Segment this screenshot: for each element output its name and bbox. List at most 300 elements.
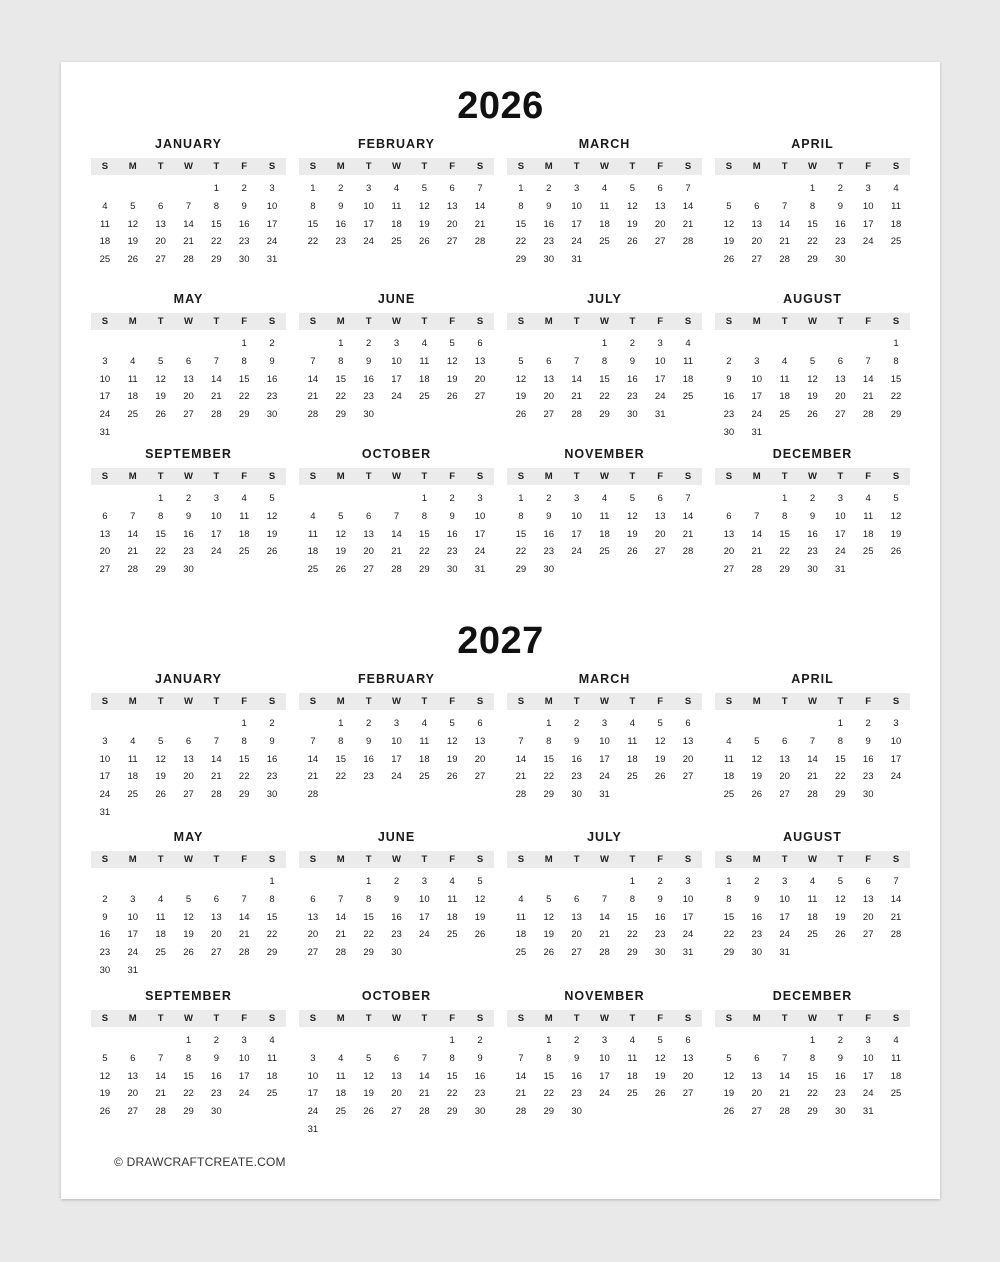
day-cell: 25 <box>627 771 638 783</box>
day-cell: 18 <box>419 373 430 385</box>
day-cell: 17 <box>266 218 278 230</box>
weekday-label: S <box>309 161 317 172</box>
day-cell: 8 <box>546 735 552 747</box>
weekday-label: T <box>365 161 372 172</box>
day-cell: 19 <box>515 391 527 403</box>
day-cell: 30 <box>391 947 402 959</box>
weekday-label: T <box>573 316 580 327</box>
day-cell: 4 <box>601 183 608 194</box>
day-cell: 1 <box>365 876 372 887</box>
day-cell: 18 <box>127 391 139 403</box>
day-cell: 7 <box>310 355 316 367</box>
weekday-label: T <box>573 696 580 707</box>
day-cell: 10 <box>862 1052 874 1064</box>
day-cell: 2 <box>269 718 275 729</box>
weekday-label: T <box>421 161 428 172</box>
weekday-label: M <box>544 161 553 172</box>
day-cell: 6 <box>837 355 843 367</box>
day-cell: 19 <box>127 236 139 248</box>
weekday-label: S <box>476 696 484 707</box>
day-cell: 21 <box>571 391 582 403</box>
day-cell: 26 <box>654 1088 666 1100</box>
day-cell: 6 <box>130 1052 136 1064</box>
day-cell: 9 <box>809 510 816 522</box>
day-cell: 8 <box>518 200 524 212</box>
day-cell: 24 <box>474 546 486 558</box>
day-cell: 17 <box>99 771 111 783</box>
day-cell: 9 <box>837 200 843 212</box>
weekday-label: M <box>752 1013 761 1024</box>
weekday-label: M <box>544 696 553 707</box>
day-cell: 7 <box>754 510 760 522</box>
day-cell: 19 <box>446 373 458 385</box>
day-cell: 28 <box>682 236 694 248</box>
weekday-label: S <box>517 696 525 707</box>
day-cell: 8 <box>809 200 816 212</box>
day-cell: 10 <box>779 893 790 905</box>
month-name: JUNE <box>377 830 416 844</box>
day-cell: 14 <box>515 753 527 765</box>
day-cell: 6 <box>185 735 192 747</box>
day-cell: 11 <box>391 200 402 212</box>
weekday-label: S <box>725 696 733 707</box>
day-cell: 4 <box>130 355 136 367</box>
day-cell: 26 <box>723 1106 735 1118</box>
day-cell: 30 <box>238 254 250 266</box>
day-cell: 30 <box>835 1106 846 1118</box>
day-cell: 4 <box>102 200 108 212</box>
weekday-label: W <box>392 471 401 482</box>
day-cell: 14 <box>682 200 694 212</box>
day-cell: 25 <box>335 1106 347 1118</box>
weekday-label: S <box>892 161 900 172</box>
day-cell: 31 <box>99 807 111 818</box>
day-cell: 3 <box>601 1035 608 1046</box>
weekday-header <box>715 693 910 710</box>
day-cell: 15 <box>515 218 527 230</box>
weekday-header <box>507 693 702 710</box>
weekday-label: F <box>449 161 456 172</box>
day-cell: 19 <box>543 929 555 941</box>
day-cell: 9 <box>754 893 760 905</box>
day-cell: 30 <box>183 564 194 576</box>
month-name: NOVEMBER <box>564 447 645 461</box>
day-cell: 22 <box>543 1088 555 1100</box>
day-cell: 25 <box>627 1088 638 1100</box>
day-cell: 28 <box>779 1106 790 1118</box>
day-cell: 29 <box>807 1106 818 1118</box>
weekday-header <box>507 468 702 485</box>
day-cell: 20 <box>571 929 582 941</box>
day-cell: 3 <box>102 735 108 747</box>
day-cell: 29 <box>155 564 166 576</box>
day-cell: 3 <box>365 183 372 194</box>
month-name: FEBRUARY <box>358 137 435 151</box>
day-cell: 16 <box>266 373 278 385</box>
day-cell: 10 <box>266 200 278 212</box>
weekday-label: S <box>268 316 276 327</box>
day-cell: 6 <box>657 493 663 504</box>
day-cell: 5 <box>809 355 816 367</box>
day-cell: 26 <box>807 409 818 421</box>
weekday-label: S <box>725 1013 733 1024</box>
day-cell: 7 <box>185 200 192 212</box>
day-cell: 30 <box>807 564 818 576</box>
weekday-label: F <box>241 161 248 172</box>
day-cell: 27 <box>835 409 846 421</box>
day-cell: 28 <box>155 1106 166 1118</box>
weekday-label: M <box>128 471 137 482</box>
weekday-label: F <box>865 316 872 327</box>
day-cell: 14 <box>515 1070 527 1082</box>
day-cell: 3 <box>893 718 899 729</box>
day-cell: 15 <box>155 528 166 540</box>
weekday-label: T <box>837 316 844 327</box>
day-cell: 25 <box>890 1088 902 1100</box>
day-cell: 11 <box>155 911 166 923</box>
weekday-label: F <box>449 471 456 482</box>
day-cell: 4 <box>809 876 816 887</box>
day-cell: 1 <box>629 876 635 887</box>
day-cell: 4 <box>310 510 316 522</box>
weekday-label: F <box>449 854 456 865</box>
day-cell: 2 <box>573 718 580 729</box>
day-cell: 13 <box>391 1070 402 1082</box>
weekday-label: S <box>476 316 484 327</box>
day-cell: 11 <box>683 355 693 367</box>
day-cell: 25 <box>391 236 402 248</box>
day-cell: 11 <box>267 1052 277 1064</box>
weekday-label: T <box>157 854 164 865</box>
day-cell: 30 <box>723 427 735 438</box>
day-cell: 28 <box>807 789 818 801</box>
day-cell: 10 <box>835 510 846 522</box>
day-cell: 18 <box>599 218 610 230</box>
day-cell: 4 <box>781 355 788 367</box>
day-cell: 30 <box>474 1106 486 1118</box>
day-cell: 6 <box>546 355 552 367</box>
day-cell: 8 <box>629 893 635 905</box>
day-cell: 19 <box>363 1088 374 1100</box>
day-cell: 3 <box>102 355 108 367</box>
day-cell: 12 <box>474 893 486 905</box>
day-cell: 19 <box>446 753 458 765</box>
day-cell: 14 <box>779 218 790 230</box>
day-cell: 10 <box>751 373 763 385</box>
day-cell: 1 <box>726 876 732 887</box>
day-cell: 4 <box>893 1035 899 1046</box>
copyright-footer: © DRAWCRAFTCREATE.COM <box>114 1155 286 1169</box>
day-cell: 1 <box>338 718 344 729</box>
day-cell: 26 <box>890 546 902 558</box>
weekday-label: S <box>476 1013 484 1024</box>
day-cell: 6 <box>754 1052 760 1064</box>
day-cell: 16 <box>211 1070 222 1082</box>
day-cell: 12 <box>155 373 166 385</box>
month-name: MARCH <box>578 672 631 686</box>
day-cell: 26 <box>543 947 555 959</box>
day-cell: 2 <box>546 493 552 504</box>
day-cell: 22 <box>807 1088 818 1100</box>
day-cell: 25 <box>446 929 458 941</box>
day-cell: 3 <box>213 493 219 504</box>
day-cell: 27 <box>723 564 735 576</box>
day-cell: 2 <box>185 493 192 504</box>
day-cell: 2 <box>269 338 275 349</box>
day-cell: 5 <box>449 718 455 729</box>
day-cell: 7 <box>781 1052 788 1064</box>
day-cell: 29 <box>543 789 555 801</box>
day-cell: 23 <box>363 391 374 403</box>
day-cell: 13 <box>571 911 582 923</box>
day-cell: 25 <box>779 409 790 421</box>
day-cell: 19 <box>751 771 763 783</box>
day-cell: 22 <box>238 771 250 783</box>
day-cell: 27 <box>155 254 166 266</box>
day-cell: 14 <box>127 528 139 540</box>
weekday-label: T <box>213 854 220 865</box>
day-cell: 24 <box>599 1088 610 1100</box>
day-cell: 14 <box>211 753 222 765</box>
day-cell: 5 <box>726 200 732 212</box>
weekday-label: M <box>128 161 137 172</box>
day-cell: 16 <box>238 218 250 230</box>
day-cell: 5 <box>157 355 164 367</box>
day-cell: 15 <box>627 911 638 923</box>
day-cell: 19 <box>654 1070 666 1082</box>
weekday-label: T <box>213 1013 220 1024</box>
day-cell: 9 <box>657 893 663 905</box>
day-cell: 22 <box>307 236 319 248</box>
day-cell: 10 <box>890 735 902 747</box>
day-cell: 3 <box>393 338 400 349</box>
day-cell: 17 <box>391 753 402 765</box>
day-cell: 29 <box>807 254 818 266</box>
day-cell: 31 <box>835 564 846 576</box>
day-cell: 19 <box>835 911 846 923</box>
day-cell: 23 <box>862 771 874 783</box>
day-cell: 25 <box>515 947 527 959</box>
day-cell: 9 <box>213 1052 219 1064</box>
day-cell: 24 <box>99 409 111 421</box>
weekday-label: T <box>421 316 428 327</box>
month-name: OCTOBER <box>361 989 432 1003</box>
day-cell: 15 <box>807 1070 818 1082</box>
day-cell: 22 <box>515 546 527 558</box>
day-cell: 19 <box>99 1088 111 1100</box>
day-cell: 22 <box>515 236 527 248</box>
day-cell: 18 <box>446 911 458 923</box>
day-cell: 22 <box>335 391 347 403</box>
weekday-label: S <box>892 316 900 327</box>
weekday-label: M <box>336 161 345 172</box>
day-cell: 5 <box>837 876 843 887</box>
day-cell: 9 <box>269 355 275 367</box>
day-cell: 30 <box>835 254 846 266</box>
weekday-label: T <box>573 1013 580 1024</box>
weekday-label: S <box>101 316 109 327</box>
day-cell: 26 <box>335 564 347 576</box>
day-cell: 2 <box>365 718 372 729</box>
day-cell: 15 <box>807 218 818 230</box>
day-cell: 13 <box>654 200 666 212</box>
day-cell: 20 <box>543 391 555 403</box>
day-cell: 20 <box>211 929 222 941</box>
day-cell: 9 <box>269 735 275 747</box>
day-cell: 1 <box>338 338 344 349</box>
month-name: JULY <box>587 292 622 306</box>
day-cell: 28 <box>599 947 610 959</box>
weekday-label: S <box>268 854 276 865</box>
day-cell: 4 <box>269 1035 275 1046</box>
weekday-header <box>299 468 494 485</box>
day-cell: 2 <box>365 338 372 349</box>
weekday-label: S <box>517 161 525 172</box>
weekday-header <box>507 158 702 175</box>
weekday-label: T <box>629 1013 636 1024</box>
weekday-label: T <box>365 471 372 482</box>
day-cell: 29 <box>835 789 846 801</box>
day-cell: 16 <box>835 218 846 230</box>
day-cell: 10 <box>391 735 402 747</box>
day-cell: 4 <box>338 1052 344 1064</box>
weekday-label: T <box>629 854 636 865</box>
day-cell: 2 <box>102 893 108 905</box>
day-cell: 20 <box>654 218 666 230</box>
day-cell: 10 <box>682 893 694 905</box>
weekday-header <box>299 158 494 175</box>
day-cell: 18 <box>307 546 319 558</box>
day-cell: 10 <box>99 753 111 765</box>
weekday-label: T <box>421 471 428 482</box>
weekday-label: W <box>392 316 401 327</box>
day-cell: 16 <box>391 911 402 923</box>
day-cell: 6 <box>213 893 219 905</box>
day-cell: 3 <box>754 355 760 367</box>
weekday-label: S <box>101 1013 109 1024</box>
month-name: NOVEMBER <box>564 989 645 1003</box>
day-cell: 18 <box>266 1070 278 1082</box>
day-cell: 23 <box>807 546 818 558</box>
weekday-label: W <box>184 316 193 327</box>
day-cell: 12 <box>419 200 430 212</box>
day-cell: 24 <box>363 236 374 248</box>
day-cell: 23 <box>543 236 555 248</box>
weekday-label: S <box>517 1013 525 1024</box>
day-cell: 15 <box>266 911 278 923</box>
day-cell: 26 <box>155 789 166 801</box>
day-cell: 21 <box>155 1088 166 1100</box>
day-cell: 21 <box>211 391 222 403</box>
weekday-label: T <box>365 696 372 707</box>
day-cell: 23 <box>335 236 347 248</box>
day-cell: 27 <box>682 771 694 783</box>
day-cell: 30 <box>266 789 278 801</box>
day-cell: 1 <box>546 718 552 729</box>
day-cell: 3 <box>130 893 136 905</box>
day-cell: 20 <box>779 771 790 783</box>
day-cell: 24 <box>751 409 763 421</box>
weekday-header <box>715 158 910 175</box>
day-cell: 19 <box>474 911 486 923</box>
weekday-label: T <box>213 316 220 327</box>
day-cell: 14 <box>890 893 902 905</box>
day-cell: 17 <box>391 373 402 385</box>
day-cell: 5 <box>893 493 899 504</box>
day-cell: 3 <box>685 876 691 887</box>
day-cell: 18 <box>807 911 818 923</box>
month-name: JANUARY <box>155 137 222 151</box>
weekday-label: S <box>309 696 317 707</box>
day-cell: 18 <box>890 218 902 230</box>
day-cell: 19 <box>627 218 638 230</box>
day-cell: 18 <box>890 1070 902 1082</box>
month-name: AUGUST <box>783 830 842 844</box>
weekday-label: T <box>157 696 164 707</box>
day-cell: 30 <box>446 564 458 576</box>
month-name: MARCH <box>578 137 631 151</box>
day-cell: 14 <box>599 911 610 923</box>
day-cell: 7 <box>130 510 136 522</box>
day-cell: 15 <box>543 1070 555 1082</box>
day-cell: 21 <box>599 929 610 941</box>
weekday-label: W <box>392 854 401 865</box>
weekday-label: S <box>101 471 109 482</box>
day-cell: 27 <box>211 947 222 959</box>
day-cell: 25 <box>599 236 610 248</box>
day-cell: 14 <box>307 373 319 385</box>
weekday-label: T <box>781 471 788 482</box>
day-cell: 13 <box>835 373 846 385</box>
weekday-label: F <box>241 696 248 707</box>
weekday-header <box>715 468 910 485</box>
day-cell: 20 <box>446 218 458 230</box>
day-cell: 28 <box>515 1106 527 1118</box>
day-cell: 8 <box>449 1052 455 1064</box>
weekday-header <box>507 1010 702 1027</box>
day-cell: 2 <box>477 1035 483 1046</box>
year-title: 2026 <box>457 85 544 127</box>
weekday-label: T <box>629 316 636 327</box>
day-cell: 1 <box>213 183 219 194</box>
day-cell: 10 <box>599 1052 610 1064</box>
day-cell: 1 <box>269 876 275 887</box>
day-cell: 22 <box>446 1088 458 1100</box>
day-cell: 6 <box>477 338 483 349</box>
weekday-label: W <box>600 471 609 482</box>
day-cell: 3 <box>781 876 788 887</box>
day-cell: 21 <box>682 218 694 230</box>
day-cell: 1 <box>241 718 247 729</box>
day-cell: 19 <box>266 528 278 540</box>
weekday-label: S <box>476 471 484 482</box>
day-cell: 12 <box>835 893 846 905</box>
weekday-label: T <box>837 471 844 482</box>
day-cell: 12 <box>363 1070 374 1082</box>
weekday-label: T <box>157 161 164 172</box>
day-cell: 11 <box>807 893 818 905</box>
day-cell: 3 <box>241 1035 247 1046</box>
day-cell: 15 <box>599 373 610 385</box>
day-cell: 26 <box>155 409 166 421</box>
day-cell: 12 <box>543 911 555 923</box>
day-cell: 3 <box>393 718 400 729</box>
day-cell: 3 <box>865 1035 871 1046</box>
day-cell: 28 <box>211 409 222 421</box>
weekday-header <box>91 313 286 330</box>
weekday-label: T <box>213 696 220 707</box>
day-cell: 17 <box>862 218 874 230</box>
